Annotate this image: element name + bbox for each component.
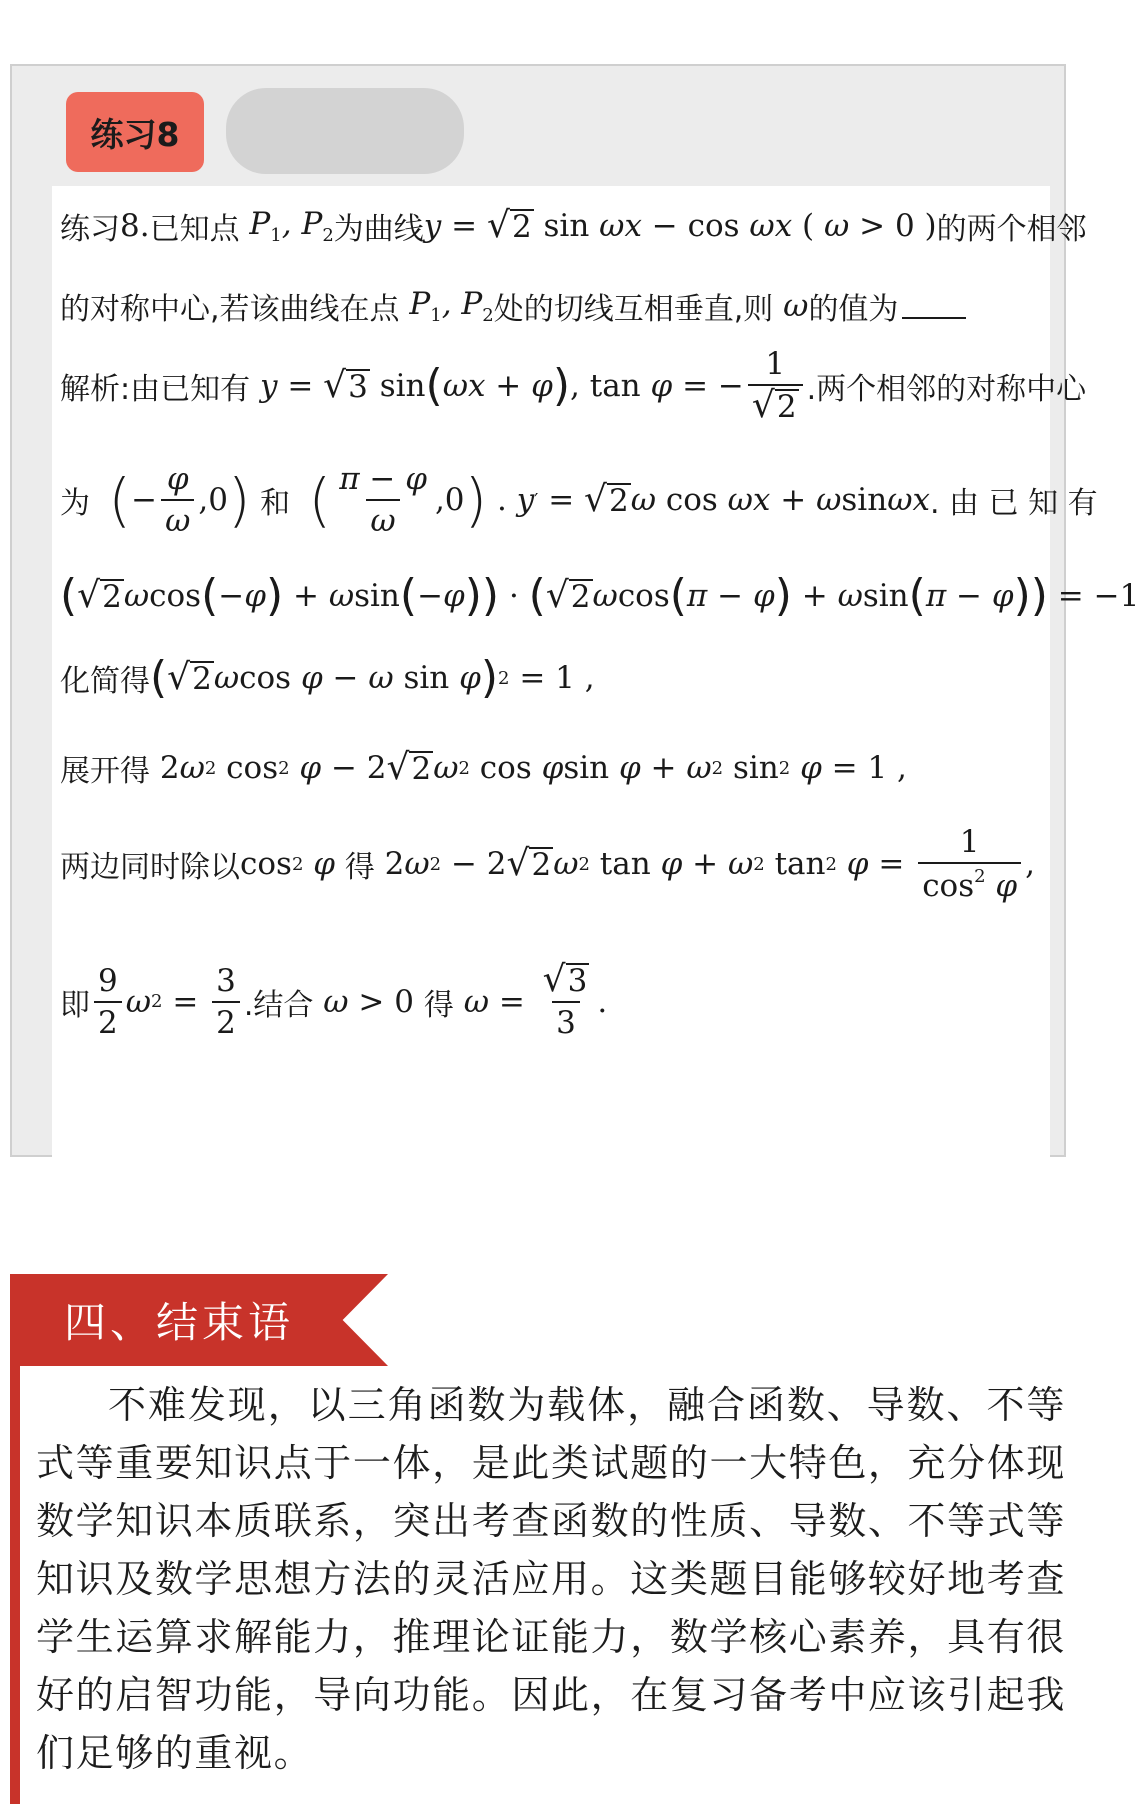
question-number: 8. [120, 208, 150, 244]
solution-text: 和 [260, 486, 291, 521]
solution-line-5: ( √ 2 ω cos ( − φ ) + ω sin ( − φ )) · ( √ 2 ω cos ( π − φ ) + ω sin ( π − φ )) = −1 [60, 570, 1139, 621]
solution-line-8: 两边同时除以 cos 2 φ 得 2 ω 2 − 2 √ 2 ω 2 tan φ + ω 2 tan 2 φ = $\frac{1}{\cos^2 \varphi}$ , [60, 824, 1035, 904]
solution-text: . 由 已 知 有 [929, 486, 1098, 521]
solution-text: 得 [423, 987, 454, 1023]
question-line-1: 练习 8. 已知点 $P_1$, $P_2$ 为曲线 y = √ 2 sin ωx − cos ωx ( ω > 0 ) 的两个相邻 [60, 205, 1087, 247]
conclusion-title: 四、结束语 [64, 1298, 295, 1347]
solution-line-4: 为 ( − $\frac{\varphi}{\omega}$ ,0 ) 和 ( $\frac{\pi - \varphi}{\omega}$ ,0 ) . y ′ = √ 2 ω cos ωx + ω sin ωx . 由 已 知 有 [60, 461, 1098, 539]
answer-blank [902, 293, 966, 319]
question-line-2: 的对称中心,若该曲线在点 $P_1$, $P_2$ 处的切线互相垂直,则 ω 的值为 [60, 284, 1042, 328]
solution-text: 即 [60, 987, 90, 1023]
exercise-content [52, 186, 1139, 1176]
solution-text: 得 [344, 850, 375, 885]
exercise-card [10, 64, 1139, 1157]
solution-line-6: 化简得 ( √ 2 ω cos φ − ω sin φ ) 2 = 1 , [60, 652, 595, 703]
question-text: 处的切线互相垂直,则 [493, 292, 774, 327]
solution-text: 解析:由已知有 [60, 371, 251, 407]
conclusion-paragraph: 不难发现，以三角函数为载体，融合函数、导数、不等式等重要知识点于一体，是此类试题的一大特色，充分体现数学知识本质联系，突出考查函数的性质、导数、不等式等知识及数学思想方法的灵活应用。这类题目能够较好地考查学生运算求解能力，推理论证能力，数学核心素养，具有很好的启智功能，导向功能。因此，在复习备考中应该引起我们足够的重视。 [36, 1383, 1066, 1775]
exercise-tag: 练习8 [66, 92, 204, 172]
solution-line-7: 展开得 2 ω 2 cos 2 φ − 2 √ 2 ω 2 cos φ sin φ + ω 2 sin 2 φ = 1 , [60, 747, 907, 789]
question-text: 的值为 [808, 292, 899, 327]
solution-text: .两个相邻的对称中心 [806, 371, 1087, 407]
exercise-tag-placeholder [226, 88, 464, 174]
solution-text: 两边同时除以 [60, 850, 240, 885]
question-text: 已知点 [149, 212, 240, 247]
solution-text: .结合 [243, 987, 314, 1023]
question-text: 为曲线 [333, 212, 424, 247]
solution-text: 化简得 [60, 664, 150, 699]
solution-text: 展开得 [60, 754, 150, 789]
question-label: 练习 [60, 212, 120, 247]
question-text: 的两个相邻 [936, 212, 1087, 247]
solution-line-9: 即 $\frac{9}{2}$ ω 2 = $\frac{3}{2}$ .结合 ω > 0 得 ω = √ 3 3 . [60, 959, 608, 1041]
question-text: 的对称中心,若该曲线在点 [60, 292, 400, 327]
solution-line-3: 解析:由已知有 y = √ 3 sin ( ωx + φ ) , tan φ = − 1 √ 2 .两个相邻的对称中心 [60, 346, 1087, 426]
solution-text: 为 [60, 486, 90, 521]
